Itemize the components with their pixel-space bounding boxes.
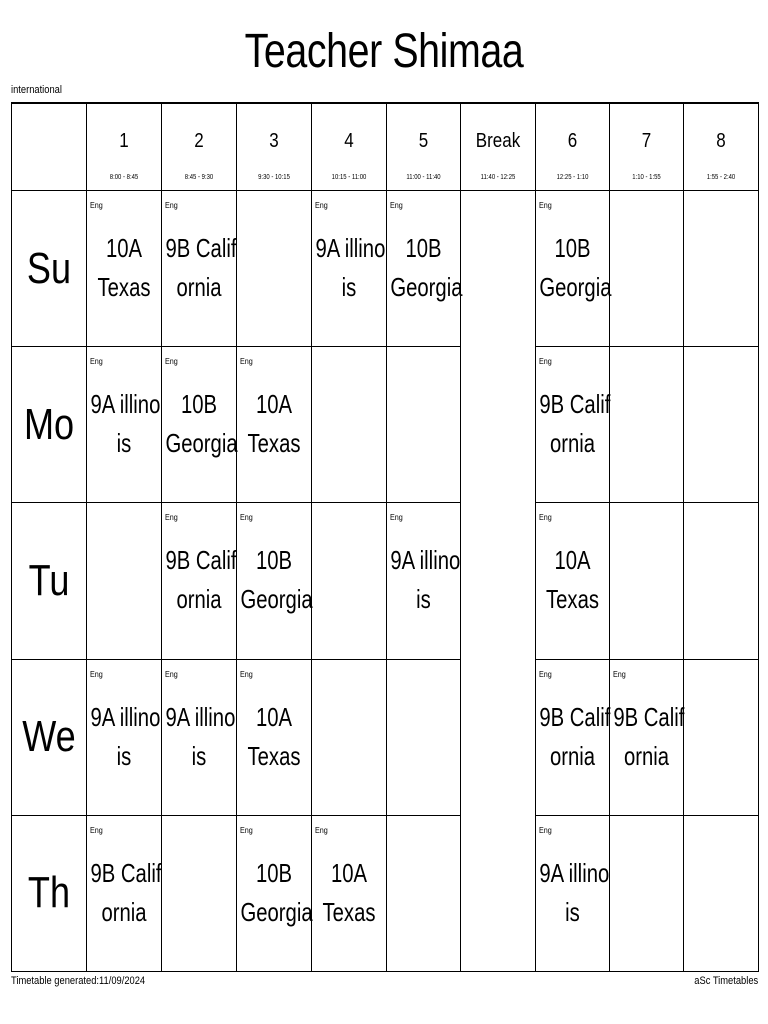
break-column: [461, 191, 536, 972]
subject-label: Eng: [390, 201, 403, 211]
lesson-cell: [312, 815, 387, 971]
class-name: [165, 698, 236, 776]
class-name: [165, 229, 237, 307]
class-name: [90, 229, 157, 307]
class-name: [240, 854, 313, 932]
day-row: [12, 191, 759, 347]
break-time: 11:40 - 12:25: [480, 174, 516, 181]
day-label: Mo: [23, 399, 75, 449]
period-number: 6: [567, 130, 578, 152]
day-row: [12, 347, 759, 503]
subject-label: Eng: [165, 669, 178, 679]
day-label-cell: [12, 191, 87, 347]
lesson-cell: [87, 815, 162, 971]
class-name: [165, 385, 238, 463]
lesson-cell: [387, 815, 461, 971]
subject-label: Eng: [90, 201, 103, 211]
class-name-line2: ornia: [549, 740, 596, 771]
period-time: 1:10 - 1:55: [632, 174, 661, 181]
class-name-line1: 9B Calif: [165, 545, 237, 576]
period-header: [312, 103, 387, 191]
subject-label: Eng: [315, 201, 328, 211]
period-number: 4: [344, 130, 354, 152]
class-name-line2: is: [116, 740, 132, 771]
class-name-line2: Georgia: [240, 584, 313, 615]
class-name-line1: 10A: [255, 701, 293, 732]
class-name-line1: 9A illino: [165, 701, 236, 732]
class-name-line2: ornia: [549, 428, 596, 459]
class-name-line2: is: [565, 896, 580, 927]
subject-label: Eng: [315, 825, 328, 835]
class-name-line1: 10B: [405, 233, 442, 264]
lesson-cell: [237, 347, 312, 503]
subject-label: Eng: [240, 513, 253, 523]
lesson-cell: [536, 347, 610, 503]
class-name: [90, 854, 162, 932]
period-header: [87, 103, 162, 191]
lesson-cell: [536, 191, 610, 347]
class-name-line1: 10A: [255, 389, 293, 420]
subject-label: Eng: [240, 357, 253, 367]
class-name-line1: 10A: [105, 233, 143, 264]
lesson-cell: [684, 815, 759, 971]
header-row: [12, 103, 759, 191]
lesson-cell: [387, 191, 461, 347]
lesson-cell: [312, 191, 387, 347]
generated-date: Timetable generated:11/09/2024: [11, 975, 146, 987]
break-label: Break: [475, 130, 521, 152]
class-name: [90, 698, 161, 776]
subject-label: Eng: [90, 357, 103, 367]
class-name-line2: Texas: [247, 740, 301, 771]
class-name: [539, 854, 610, 932]
lesson-cell: [387, 347, 461, 503]
lesson-cell: [536, 659, 610, 815]
class-name-line1: 10A: [554, 545, 591, 576]
subject-label: Eng: [539, 357, 552, 367]
lesson-cell: [237, 815, 312, 971]
period-header: [387, 103, 461, 191]
period-header: [684, 103, 759, 191]
class-name: [240, 541, 313, 619]
class-name-line1: 10A: [330, 857, 368, 888]
class-name: [613, 698, 685, 776]
period-header: [162, 103, 237, 191]
class-name-line2: Georgia: [165, 428, 238, 459]
subject-label: Eng: [539, 201, 552, 211]
class-name-line1: 9A illino: [90, 389, 161, 420]
school-name: international: [11, 84, 62, 96]
lesson-cell: [237, 503, 312, 659]
class-name-line1: 9A illino: [315, 233, 386, 264]
day-label: We: [22, 712, 76, 762]
subject-label: Eng: [90, 669, 103, 679]
day-label: Su: [26, 243, 72, 293]
class-name-line2: ornia: [101, 896, 147, 927]
lesson-cell: [162, 191, 237, 347]
class-name: [90, 385, 161, 463]
subject-label: Eng: [165, 201, 178, 211]
period-header: [610, 103, 684, 191]
class-name: [539, 698, 611, 776]
lesson-cell: [610, 815, 684, 971]
subject-label: Eng: [240, 825, 253, 835]
day-label-cell: [12, 815, 87, 971]
day-label: Tu: [28, 556, 70, 606]
lesson-cell: [684, 347, 759, 503]
class-name: [315, 854, 382, 932]
class-name-line1: 9A illino: [90, 701, 161, 732]
period-number: 3: [269, 130, 279, 152]
class-name-line2: is: [416, 584, 431, 615]
class-name-line1: 9B Calif: [165, 233, 237, 264]
class-name-line1: 9B Calif: [90, 857, 162, 888]
class-name-line2: Texas: [247, 428, 301, 459]
class-name: [539, 541, 605, 619]
lesson-cell: [312, 503, 387, 659]
class-name-line1: 9B Calif: [539, 701, 611, 732]
break-header: [461, 103, 536, 191]
period-time: 10:15 - 11:00: [331, 174, 367, 181]
lesson-cell: [87, 503, 162, 659]
class-name: [539, 229, 612, 307]
class-name-line2: Texas: [322, 896, 376, 927]
period-time: 1:55 - 2:40: [706, 174, 736, 181]
period-header: [536, 103, 610, 191]
day-label-cell: [12, 347, 87, 503]
class-name-line2: ornia: [176, 584, 222, 615]
subject-label: Eng: [539, 825, 552, 835]
subject-label: Eng: [90, 825, 103, 835]
class-name: [390, 229, 463, 307]
period-number: 7: [641, 130, 652, 152]
class-name-line2: ornia: [176, 272, 222, 303]
day-label-cell: [12, 659, 87, 815]
timetable-grid: [11, 102, 759, 972]
lesson-cell: [387, 503, 461, 659]
class-name-line1: 9A illino: [539, 857, 610, 888]
class-name: [240, 698, 307, 776]
class-name-line2: is: [341, 272, 357, 303]
period-number: 5: [418, 130, 429, 152]
class-name-line2: Georgia: [390, 272, 463, 303]
lesson-cell: [87, 659, 162, 815]
lesson-cell: [610, 347, 684, 503]
class-name-line2: Texas: [546, 584, 599, 615]
lesson-cell: [87, 347, 162, 503]
class-name: [390, 541, 461, 619]
subject-label: Eng: [539, 669, 552, 679]
class-name-line1: 9B Calif: [613, 701, 685, 732]
class-name-line2: ornia: [623, 740, 670, 771]
lesson-cell: [684, 191, 759, 347]
class-name: [315, 229, 386, 307]
day-label: Th: [27, 868, 71, 918]
day-label-cell: [12, 503, 87, 659]
brand-label: aSc Timetables: [694, 975, 758, 987]
class-name-line1: 10B: [180, 389, 218, 420]
lesson-cell: [162, 815, 237, 971]
lesson-cell: [610, 503, 684, 659]
subject-label: Eng: [165, 357, 178, 367]
period-header: [237, 103, 312, 191]
lesson-cell: [536, 815, 610, 971]
class-name-line1: 9A illino: [390, 545, 461, 576]
class-name-line2: is: [116, 428, 132, 459]
period-time: 8:45 - 9:30: [184, 174, 214, 181]
lesson-cell: [610, 191, 684, 347]
period-time: 9:30 - 10:15: [258, 174, 290, 181]
period-number: 2: [194, 130, 204, 152]
lesson-cell: [684, 503, 759, 659]
lesson-cell: [536, 503, 610, 659]
class-name-line1: 10B: [255, 857, 293, 888]
lesson-cell: [237, 191, 312, 347]
subject-label: Eng: [613, 669, 626, 679]
lesson-cell: [162, 659, 237, 815]
subject-label: Eng: [165, 513, 178, 523]
day-row: [12, 815, 759, 971]
class-name: [539, 385, 611, 463]
lesson-cell: [237, 659, 312, 815]
class-name-line1: 9B Calif: [539, 389, 611, 420]
class-name: [240, 385, 307, 463]
period-number: 1: [119, 130, 129, 152]
class-name-line2: is: [191, 740, 207, 771]
class-name-line1: 10B: [554, 233, 591, 264]
lesson-cell: [684, 659, 759, 815]
corner-cell: [12, 103, 87, 191]
lesson-cell: [162, 503, 237, 659]
day-row: [12, 659, 759, 815]
period-number: 8: [716, 130, 726, 152]
class-name-line1: 10B: [255, 545, 293, 576]
subject-label: Eng: [240, 669, 253, 679]
subject-label: Eng: [390, 513, 403, 523]
period-time: 11:00 - 11:40: [406, 174, 441, 181]
page-title: Teacher Shimaa: [244, 25, 524, 78]
class-name-line2: Texas: [97, 272, 151, 303]
lesson-cell: [312, 347, 387, 503]
lesson-cell: [162, 347, 237, 503]
subject-label: Eng: [539, 513, 552, 523]
day-row: [12, 503, 759, 659]
class-name: [165, 541, 237, 619]
lesson-cell: [312, 659, 387, 815]
lesson-cell: [87, 191, 162, 347]
lesson-cell: [610, 659, 684, 815]
class-name-line2: Georgia: [240, 896, 313, 927]
period-time: 12:25 - 1:10: [556, 174, 589, 181]
period-time: 8:00 - 8:45: [109, 174, 139, 181]
lesson-cell: [387, 659, 461, 815]
class-name-line2: Georgia: [539, 272, 612, 303]
